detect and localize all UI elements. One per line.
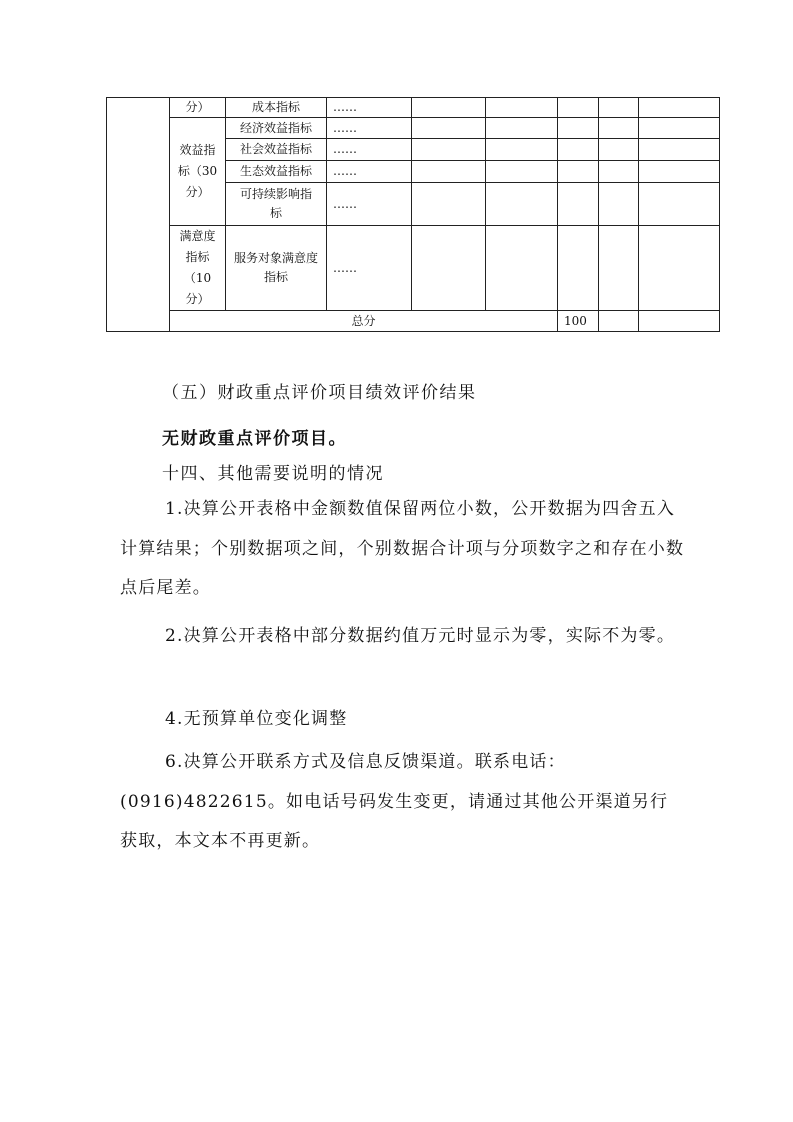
total-score: 100: [558, 311, 599, 332]
table-cell: 效益指标（30分）: [170, 118, 226, 226]
table-cell: 服务对象满意度指标: [226, 226, 327, 311]
table-cell: [639, 311, 720, 332]
table-cell: [639, 161, 720, 183]
table-cell: [639, 183, 720, 226]
table-cell: [486, 98, 558, 118]
table-row: [107, 311, 720, 332]
note-item-6: 6.决算公开联系方式及信息反馈渠道。联系电话：(0916)4822615。如电话号码发生变更，请通过其他公开渠道另行获取，本文本不再更新。: [120, 752, 669, 851]
table-cell: [599, 311, 639, 332]
section14-heading: 十四、其他需要说明的情况: [162, 464, 384, 484]
table-cell: ……: [327, 161, 412, 183]
table-cell: [558, 161, 599, 183]
table-cell: [599, 226, 639, 311]
table-cell: [412, 98, 486, 118]
performance-table: [106, 97, 720, 332]
table-cell: [599, 98, 639, 118]
table-cell: ……: [327, 139, 412, 161]
note-item-1: 1.决算公开表格中金额数值保留两位小数，公开数据为四舍五入计算结果；个别数据项之间，个别数据合计项与分项数字之和存在小数点后尾差。: [120, 499, 685, 598]
table-row: [107, 118, 720, 139]
section5-heading: （五）财政重点评价项目绩效评价结果: [162, 383, 477, 403]
table-cell: [599, 183, 639, 226]
table-cell: [486, 139, 558, 161]
note-item-2: 2.决算公开表格中部分数据约值万元时显示为零，实际不为零。: [165, 626, 676, 646]
table-cell: [558, 183, 599, 226]
section5-text: 无财政重点评价项目。: [162, 429, 347, 449]
table-cell: [599, 139, 639, 161]
table-cell: [599, 161, 639, 183]
table-cell: [639, 139, 720, 161]
table-cell: 满意度指标（10分）: [170, 226, 226, 311]
table-cell: [558, 98, 599, 118]
table-cell: 社会效益指标: [226, 139, 327, 161]
total-label: 总分: [170, 311, 558, 332]
table-cell: [639, 98, 720, 118]
table-cell: 分）: [170, 98, 226, 118]
table-cell: [639, 226, 720, 311]
table-cell: [558, 139, 599, 161]
table-cell: ……: [327, 183, 412, 226]
table-cell: ……: [327, 98, 412, 118]
table-cell: [412, 226, 486, 311]
table-cell: [486, 161, 558, 183]
table-cell: 可持续影响指标: [226, 183, 327, 226]
table-cell: [558, 226, 599, 311]
table-cell: [412, 139, 486, 161]
table-cell: [599, 118, 639, 139]
table-cell: ……: [327, 118, 412, 139]
note-item-4: 4.无预算单位变化调整: [165, 709, 348, 729]
table-row: [107, 98, 720, 118]
table-cell: 成本指标: [226, 98, 327, 118]
table-cell: ……: [327, 226, 412, 311]
table-cell: [639, 118, 720, 139]
table-cell: [558, 118, 599, 139]
table-cell: [486, 118, 558, 139]
table-cell: 生态效益指标: [226, 161, 327, 183]
table-cell: [412, 118, 486, 139]
table-cell: 经济效益指标: [226, 118, 327, 139]
table-cell: [486, 226, 558, 311]
table-cell: [107, 98, 170, 332]
table-cell: [412, 183, 486, 226]
table-cell: [486, 183, 558, 226]
table-cell: [412, 161, 486, 183]
table-row: [107, 226, 720, 311]
